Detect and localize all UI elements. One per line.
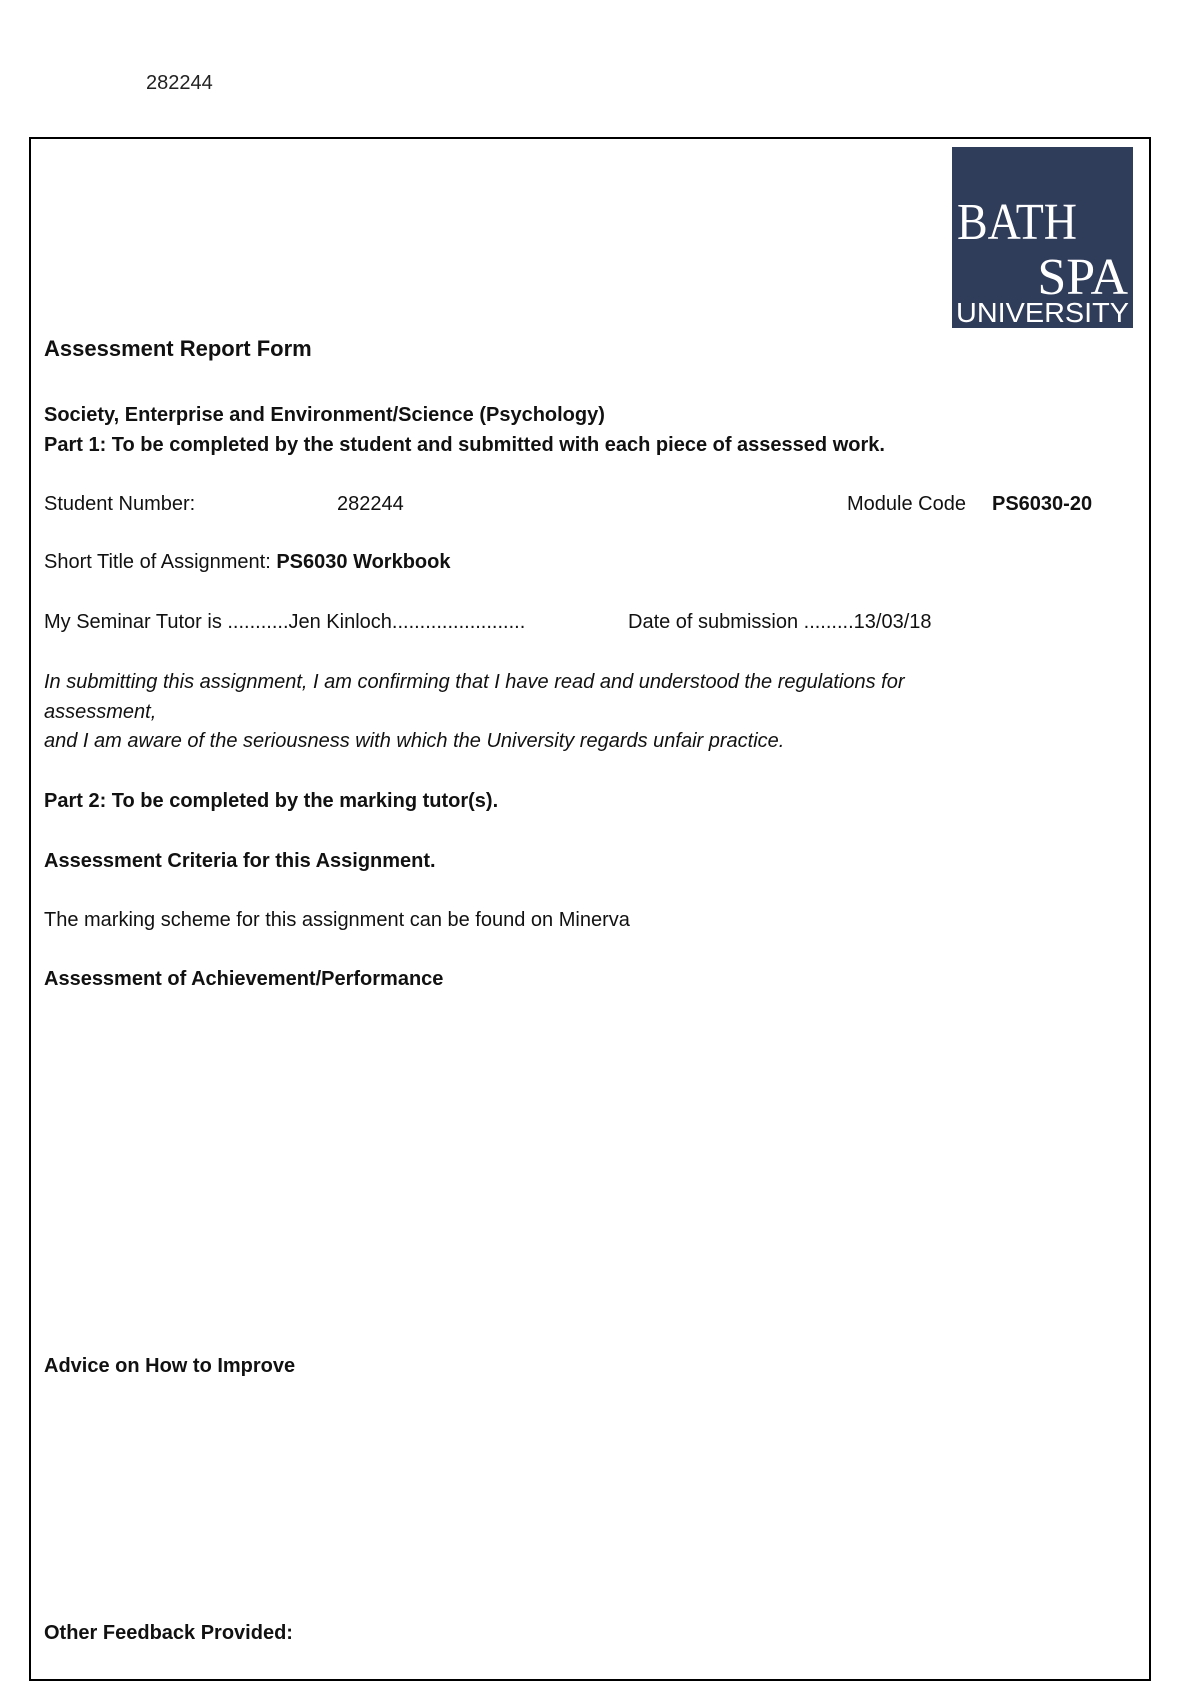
student-number-value: 282244 bbox=[337, 493, 404, 515]
seminar-tutor-line: My Seminar Tutor is ...........Jen Kinloch........................ bbox=[44, 611, 526, 633]
university-logo bbox=[952, 147, 1133, 328]
short-title-value: PS6030 Workbook bbox=[276, 551, 451, 573]
other-feedback-heading: Other Feedback Provided: bbox=[44, 1622, 293, 1644]
part2-heading: Part 2: To be completed by the marking tutor(s). bbox=[44, 790, 499, 812]
logo-line-spa: SPA bbox=[1037, 249, 1128, 306]
advice-heading: Advice on How to Improve bbox=[44, 1355, 296, 1377]
header-student-id: 282244 bbox=[146, 72, 213, 94]
declaration-line-1: In submitting this assignment, I am confirming that I have read and understood the regulations for bbox=[44, 671, 905, 693]
part1-heading: Part 1: To be completed by the student and submitted with each piece of assessed work. bbox=[44, 434, 885, 456]
declaration-line-3: and I am aware of the seriousness with which the University regards unfair practice. bbox=[44, 730, 785, 752]
short-title-label: Short Title of Assignment: bbox=[44, 551, 271, 573]
marking-scheme-text: The marking scheme for this assignment can be found on Minerva bbox=[44, 909, 630, 931]
department-line: Society, Enterprise and Environment/Science (Psychology) bbox=[44, 404, 605, 426]
logo-line-university: UNIVERSITY bbox=[956, 297, 1130, 328]
module-code-value: PS6030-20 bbox=[992, 493, 1093, 515]
short-title-row bbox=[44, 548, 450, 576]
criteria-heading: Assessment Criteria for this Assignment. bbox=[44, 850, 436, 872]
date-of-submission: Date of submission .........13/03/18 bbox=[628, 611, 932, 633]
form-title: Assessment Report Form bbox=[44, 336, 312, 361]
declaration-line-2: assessment, bbox=[44, 701, 157, 723]
university-logo-graphic bbox=[952, 147, 1133, 328]
module-code-label: Module Code bbox=[847, 493, 966, 515]
logo-line-bath: BATH bbox=[957, 194, 1077, 251]
achievement-heading: Assessment of Achievement/Performance bbox=[44, 968, 444, 990]
student-number-label: Student Number: bbox=[44, 493, 196, 515]
